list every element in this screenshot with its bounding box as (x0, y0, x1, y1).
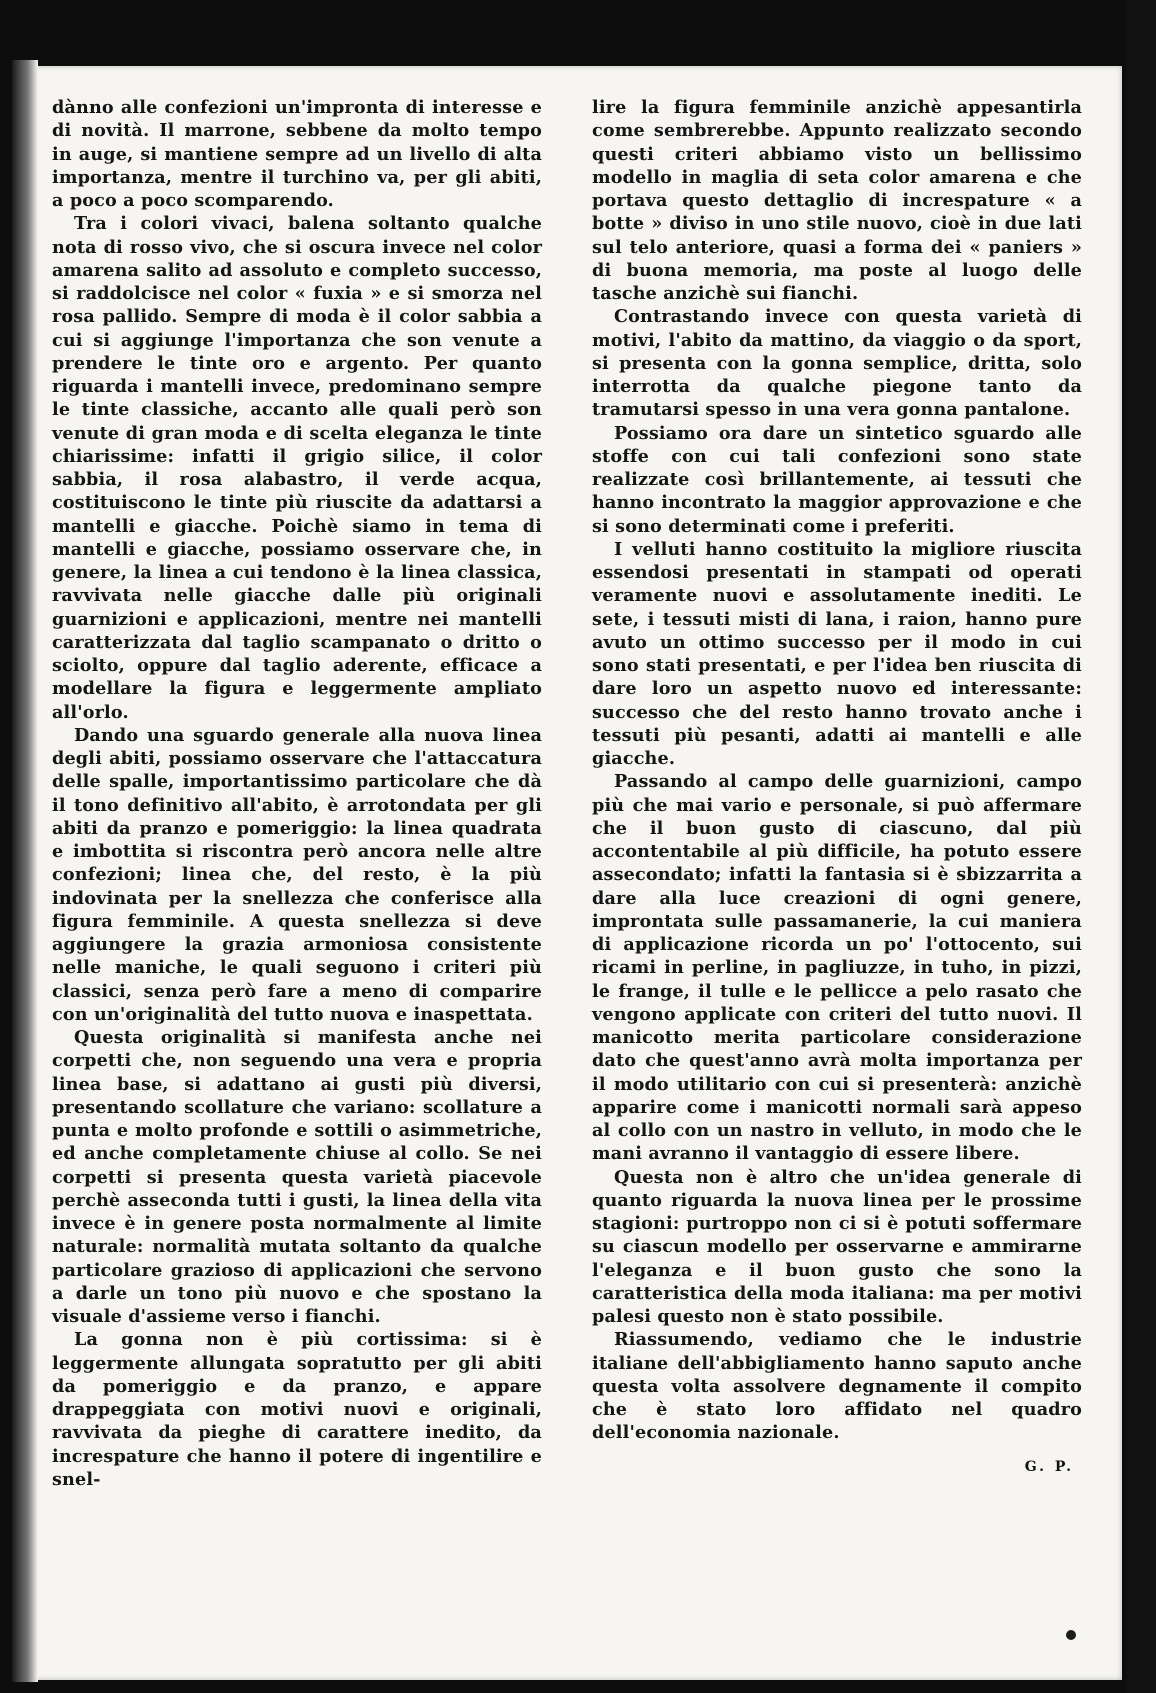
left-paragraph-3: Dando una sguardo generale alla nuova linea degli abiti, possiamo osservare che l'attaccatura delle spalle, importantissimo particolare che dà il tono definitivo all'abito, è arrotondata per gli abiti da pranzo e pomeriggio: la linea quadrata e imbottita si riscontra però ancora nelle altre confezioni; linea che, del resto, è la più indovinata per la snellezza che conferisce alla figura femminile. A questa snellezza si deve aggiungere la grazia armoniosa consistente nelle maniche, le quali seguono i criteri più classici, senza però fare a meno di comparire con un'originalità del tutto nuova e inaspettata. (52, 724, 542, 1025)
left-paragraph-5: La gonna non è più cortissima: si è leggermente allungata sopratutto per gli abiti da pomeriggio e da pranzo, e appare drappeggiata con motivi nuovi e originali, ravvivata da pieghe di carattere inedito, da increspature che hanno il potere di ingentilire e snel- (52, 1329, 542, 1490)
scan-right-border (1126, 0, 1156, 1693)
right-paragraph-6: Questa non è altro che un'idea generale di quanto riguarda la nuova linea per le prossime stagioni: purtroppo non ci si è potuti soffermare su ciascun modello per osservarne e ammirarne l'eleganza e il buon gusto che sono la caratteristica della moda italiana: ma per motivi palesi questo non è stato possibile. (592, 1166, 1082, 1327)
left-paragraph-2: Tra i colori vivaci, balena soltanto qualche nota di rosso vivo, che si oscura invece nel color amarena salito ad assoluto e completo successo, si raddolcisce nel color « fuxia » e si smorza nel rosa pallido. Sempre di moda è il color sabbia a cui si aggiunge l'importanza che son venute a prendere le tinte oro e argento. Per quanto riguarda i mantelli invece, predominano sempre le tinte classiche, accanto alle quali però son venute di gran moda e di scelta eleganza le tinte chiarissime: infatti il grigio silice, il color sabbia, il rosa alabastro, il verde acqua, costituiscono le tinte più riuscite da adattarsi a mantelli e giacche. Poichè siamo in tema di mantelli e giacche, possiamo osservare che, in genere, la linea a cui tendono è la linea classica, ravvivata nelle giacche dalle più originali guarnizioni e applicazioni, mentre nei mantelli caratterizzata dal taglio scampanato o dritto o sciolto, oppure dal taglio aderente, efficace a modellare la figura e leggermente ampliato all'orlo. (52, 213, 542, 723)
page-mark-dot (1066, 1630, 1076, 1640)
right-paragraph-5: Passando al campo delle guarnizioni, campo più che mai vario e personale, si può affermare che il buon gusto di ciascuno, dal più accontentabile al più difficile, ha potuto essere assecondato; infatti la fantasia si è sbizzarrita a dare alla luce creazioni di ogni genere, improntata sulle passamanerie, la cui maniera di applicazione ricorda un po' l'ottocento, sui ricami in perline, in pagliuzze, in tuho, in pizzi, le frange, il tulle e le pellicce a pelo rasato che vengono applicate con criteri del tutto nuovi. Il manicotto merita particolare considerazione dato che quest'anno avrà molta importanza per il modo utilitario con cui si presenterà: anzichè apparire come i manicotti normali sarà appeso al collo con un nastro in velluto, in modo che le mani avranno il vantaggio di essere libere. (592, 771, 1082, 1165)
author-signature: G. P. (1024, 1458, 1074, 1475)
document-page (18, 66, 1122, 1680)
right-paragraph-3: Possiamo ora dare un sintetico sguardo alle stoffe con cui tali confezioni sono state realizzate così brillantemente, ai tessuti che hanno incontrato la maggior approvazione e che si sono determinati come i preferiti. (592, 422, 1082, 537)
left-paragraph-1: dànno alle confezioni un'impronta di interesse e di novità. Il marrone, sebbene da molto tempo in auge, si mantiene sempre ad un livello di alta importanza, mentre il turchino va, per gli abiti, a poco a poco scomparendo. (52, 97, 542, 211)
left-paragraph-4: Questa originalità si manifesta anche nei corpetti che, non seguendo una vera e propria linea base, si adattano ai gusti più diversi, presentando scollature che variano: scollature a punta e molto profonde e sottili o asimmetriche, ed anche completamente chiuse al collo. Se nei corpetti si presenta questa varietà piacevole perchè asseconda tutti i gusti, la linea della vita invece è in genere posta normalmente al limite naturale: normalità mutata soltanto da qualche particolare grazioso di applicazioni che servono a darle un tono più nuovo e che spostano la visuale d'assieme verso i fianchi. (52, 1027, 542, 1327)
right-column (592, 96, 1082, 1491)
right-paragraph-1: lire la figura femminile anzichè appesantirla come sembrerebbe. Appunto realizzato secondo questi criteri abbiamo visto un bellissimo modello in maglia di seta color amarena e che portava questo dettaglio di increspature « a botte » diviso in uno stile nuovo, cioè in due lati sul telo anteriore, quasi a forma dei « paniers » di buona memoria, ma poste al luogo delle tasche anzichè sui fianchi. (592, 97, 1082, 304)
text-columns (52, 96, 1082, 1491)
left-column (52, 96, 542, 1491)
right-paragraph-4: I velluti hanno costituito la migliore riuscita essendosi presentati in stampati od operati veramente nuovi e assolutamente inediti. Le sete, i tessuti misti di lana, i raion, hanno pure avuto un ottimo successo per il modo in cui sono stati presentati, e per l'idea ben riuscita di dare loro un aspetto nuovo ed interessante: successo che del resto hanno trovato anche i tessuti più pesanti, adatti ai mantelli e alle giacche. (592, 538, 1082, 769)
right-paragraph-2: Contrastando invece con questa varietà di motivi, l'abito da mattino, da viaggio o da sport, si presenta con la gonna semplice, dritta, solo interrotta da qualche piegone tanto da tramutarsi spesso in una vera gonna pantalone. (592, 306, 1082, 421)
scan-top-border (0, 0, 1156, 70)
right-paragraph-7: Riassumendo, vediamo che le industrie italiane dell'abbigliamento hanno saputo anche questa volta assolvere degnamente il compito che è stato loro affidato nel quadro dell'economia nazionale. (592, 1329, 1082, 1444)
